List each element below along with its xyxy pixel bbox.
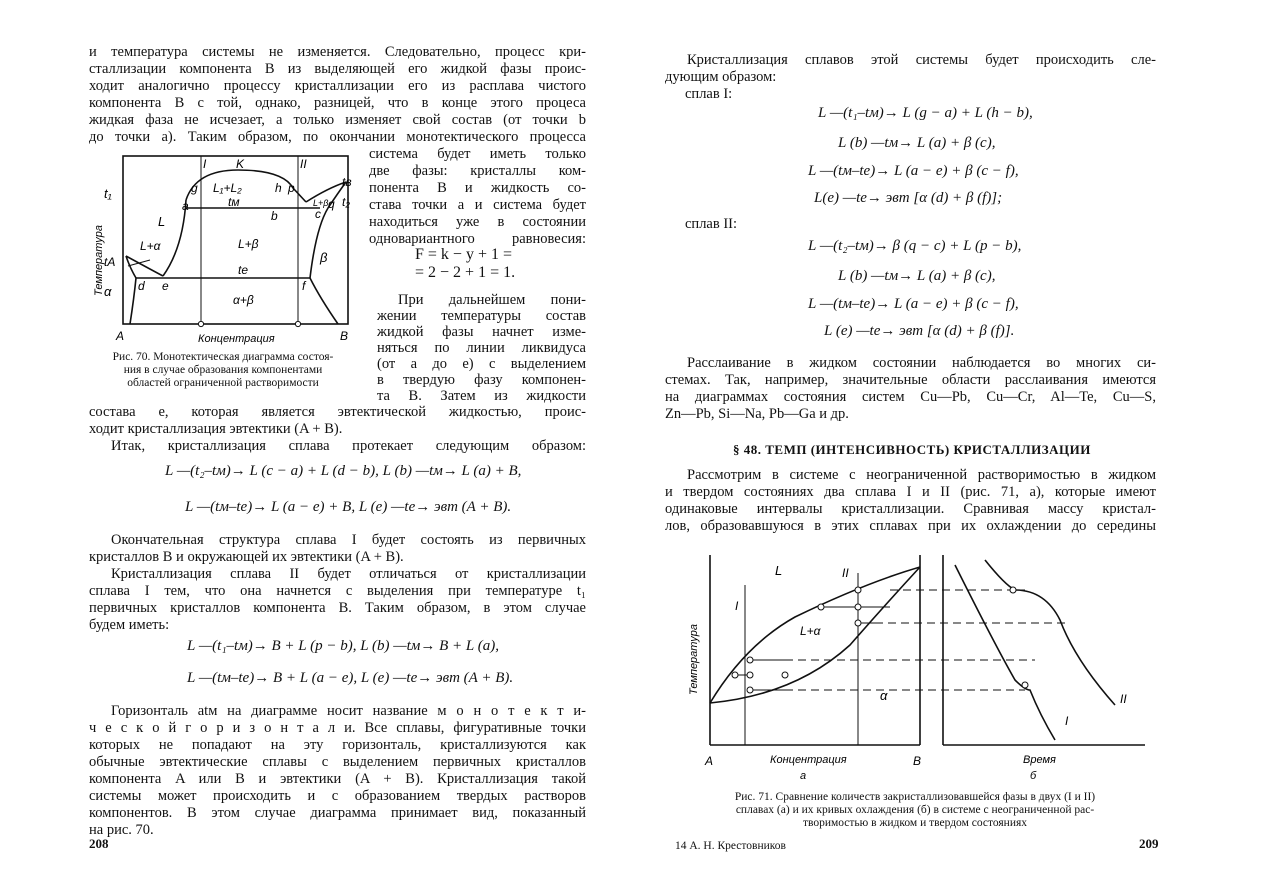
figure-caption: творимостью в жидком и твердом состояниях [802, 817, 1028, 829]
text-line: ходит кристаллизация эвтектики (A + B). [89, 421, 343, 437]
text-line: первичных кристаллов компонента В. Таким образом, в этом случае [89, 600, 586, 616]
text-line: ч е с к о й г о р и з о н т а л и. Все сплавы, фигуративные точки [89, 720, 586, 736]
fig70-label: B [340, 329, 349, 343]
fig71-y-axis-label: Температура [688, 624, 700, 695]
text-line: Окончательная структура сплава I будет состоять из первичных [111, 532, 586, 548]
text-line: стемах. Так, например, значительные области расслаивания имеются [665, 372, 1156, 388]
figure-caption: сплавах (a) и их кривых охлаждения (б) в системе с неограниченной рас- [735, 804, 1095, 816]
fig70-y-axis-label: Температура [93, 225, 105, 296]
fig70-label: K [236, 157, 245, 171]
fig71-label: B [913, 754, 922, 768]
equation-line: L —(tм–te)→ B + L (a − e), L (e) —te→ эвт (A + B). [187, 670, 514, 686]
fig71-label: II [842, 566, 849, 580]
text-line: компонента В с той, однако, разницей, что в конце этого процеса [89, 95, 586, 111]
fig70-label: α [104, 284, 112, 299]
fig70-label: a [182, 199, 189, 213]
text-line: жидкой фазы начнет изме- [377, 324, 586, 340]
text-line: лов, образовавшуюся в этих сплавах при их охлаждении до середины [665, 518, 1156, 534]
fig70-label: L₁+L₂ [213, 181, 242, 195]
equation-line: L (e) —te→ эвт [α (d) + β (f)]. [824, 323, 1015, 339]
equation-line: L —(t₂–tм)→ β (q − c) + L (p − b), [808, 238, 1022, 254]
fig70-label: f [302, 279, 306, 293]
text-line: Итак, кристаллизация сплава протекает следующим образом: [111, 438, 586, 454]
text-line: Кристаллизация сплавов этой системы будет происходить сле- [687, 52, 1156, 68]
equation-line: L —(t₁–tм)→ B + L (p − b), L (b) —tм→ B + L (a), [187, 638, 499, 654]
fig71-label: A [705, 754, 714, 768]
fig70-label: h [275, 181, 282, 195]
text-line: компонента A или B и эвтектики (A + B). Кристаллизация такой [89, 771, 586, 787]
text-line: и твердом состояниях два сплава I и II (рис. 71, a), которые имеют [665, 484, 1156, 500]
right-page [631, 0, 1263, 894]
text-line: сплав II: [685, 216, 738, 232]
fig70-label: L [158, 214, 166, 229]
fig70-label: d [138, 279, 145, 293]
footer-signature: 14 А. Н. Крестовников [675, 840, 786, 852]
formula-line: = 2 − 2 + 1 = 1. [415, 264, 516, 281]
text-line: кристаллов В и окружающей их эвтектики (A + B). [89, 549, 404, 565]
text-line: в твердую фазу компонен- [377, 372, 586, 388]
figure-caption: Рис. 70. Монотектическая диаграмма состоя- [112, 351, 334, 363]
fig70-label: b [271, 209, 278, 223]
text-line: которых не попадают на эту горизонталь, кристаллизуются как [89, 737, 586, 753]
text-line: ходит аналогично процессу кристаллизации его из расплава чистого [89, 78, 586, 94]
figure-caption: ния в случае образования компонентами [123, 364, 323, 376]
text-line: става точки a и система будет [369, 197, 586, 213]
figure-71-diagram [675, 545, 1155, 785]
fig71-label: L+α [800, 624, 821, 638]
text-line: дующим образом: [665, 69, 777, 85]
fig70-label: e [162, 279, 169, 293]
fig71-sub-a: a [800, 770, 807, 782]
fig70-label: g [191, 181, 198, 195]
text-line: сталлизации компонента В из выделяющей его жидкой фазы проис- [89, 61, 586, 77]
equation-line: L —(tм–te)→ L (a − e) + B, L (e) —te→ эвт (A + B). [185, 499, 512, 515]
text-line: та В. Затем из жидкости [377, 388, 586, 404]
fig70-label: α+β [233, 293, 254, 307]
page-number: 209 [1139, 836, 1159, 851]
equation-line: L(e) —te→ эвт [α (d) + β (f)]; [814, 190, 1003, 206]
fig70-label: L+β [238, 237, 259, 251]
fig70-label: t₁ [104, 186, 112, 201]
text-line: до точки a). Таким образом, по окончании монотектического процесса [89, 129, 586, 145]
text-line: две фазы: кристаллы ком- [369, 163, 586, 179]
fig70-label: te [238, 263, 249, 277]
text-line: сплав I: [685, 86, 733, 102]
text-line: При дальнейшем пони- [398, 292, 586, 308]
text-line: и температура системы не изменяется. Следовательно, процесс кри- [89, 44, 586, 60]
text-line: Рассмотрим в системе с неограниченной растворимостью в жидком [687, 467, 1156, 483]
fig70-label: L+β [313, 198, 329, 208]
fig70-label: A [116, 329, 125, 343]
text-line: Горизонталь atм на диаграмме носит название м о н о т е к т и- [111, 703, 586, 719]
text-line: сплава I тем, что она начнется с выделения при температуре t₁ [89, 583, 586, 599]
left-page [0, 0, 631, 894]
text-line: Zn—Pb, Si—Na, Pb—Ga и др. [665, 406, 849, 422]
fig70-label: β [320, 250, 328, 265]
text-line: жении температуры состав [377, 308, 586, 324]
text-line: няться по линии ликвидуса [377, 340, 586, 356]
fig71-sub-b: б [1030, 770, 1037, 782]
text-line: жидкая фаза не исчезает, а только изменяет свой состав (от точки b [89, 112, 586, 128]
fig70-label: q [328, 197, 335, 211]
fig71-label: I [735, 599, 739, 613]
text-line: Расслаивание в жидком состоянии наблюдается во многих си- [687, 355, 1156, 371]
fig71-x-axis-label: Концентрация [770, 754, 847, 766]
text-line: понента В и жидкость со- [369, 180, 586, 196]
page-number: 208 [89, 836, 109, 851]
fig70-label: t₂ [342, 195, 350, 209]
figure-caption: Рис. 71. Сравнение количеств закристаллизовавшейся фазы в двух (I и II) [734, 791, 1096, 803]
fig71-label: I [1065, 714, 1069, 728]
text-line: (от a до e) с выделением [377, 356, 586, 372]
fig70-label: tв [342, 175, 352, 189]
text-line: компонентов. В этом случае диаграмма принимает вид, показанный [89, 805, 586, 821]
text-line: на рис. 70. [89, 822, 154, 838]
fig70-label: tм [228, 195, 240, 209]
fig71-label: L [775, 563, 783, 578]
fig71-time-label: Время [1023, 754, 1056, 766]
fig70-label: I [203, 157, 207, 171]
fig70-label: p [288, 181, 295, 195]
fig70-label: tA [104, 255, 116, 269]
text-line: одинаковые интервалы кристаллизации. Сравнивая массу кристал- [665, 501, 1156, 517]
text-line: одновариантного равновесия: [369, 231, 586, 247]
text-line: находиться уже в состоянии [369, 214, 586, 230]
text-line: обычные эвтектические сплавы с выделением первичных кристаллов [89, 754, 586, 770]
equation-line: L —(tм–te)→ L (a − e) + β (c − f), [808, 296, 1019, 312]
equation-line: L —(t₂–tм)→ L (c − a) + L (d − b), L (b) —tм→ L (a) + B, [165, 463, 522, 479]
equation-line: L (b) —tм→ L (a) + β (c), [838, 135, 996, 151]
text-line: Кристаллизация сплава II будет отличаться от кристаллизации [111, 566, 586, 582]
formula-line: F = k − y + 1 = [415, 246, 512, 263]
text-line: будем иметь: [89, 617, 170, 633]
fig70-x-axis-label: Концентрация [198, 333, 275, 345]
text-line: состава e, которая является эвтектической жидкостью, проис- [89, 404, 586, 420]
section-heading: § 48. ТЕМП (ИНТЕНСИВНОСТЬ) КРИСТАЛЛИЗАЦИИ [733, 442, 1091, 457]
fig70-label: L+α [140, 239, 161, 253]
figure-70-diagram [88, 148, 363, 348]
fig70-label: II [300, 157, 307, 171]
figure-caption: областей ограниченной растворимости [127, 377, 319, 389]
text-line: системы может происходить и с образованием твердых растворов [89, 788, 586, 804]
text-line: система будет иметь только [369, 146, 586, 162]
fig70-label: c [315, 207, 321, 221]
equation-line: L (b) —tм→ L (a) + β (c), [838, 268, 996, 284]
fig71-label: II [1120, 692, 1127, 706]
fig71-label: α [880, 688, 888, 703]
text-line: на диаграммах состояния систем Cu—Pb, Cu—Cr, Al—Te, Cu—S, [665, 389, 1156, 405]
equation-line: L —(tм–te)→ L (a − e) + β (c − f), [808, 163, 1019, 179]
equation-line: L —(t₁–tм)→ L (g − a) + L (h − b), [818, 105, 1033, 121]
